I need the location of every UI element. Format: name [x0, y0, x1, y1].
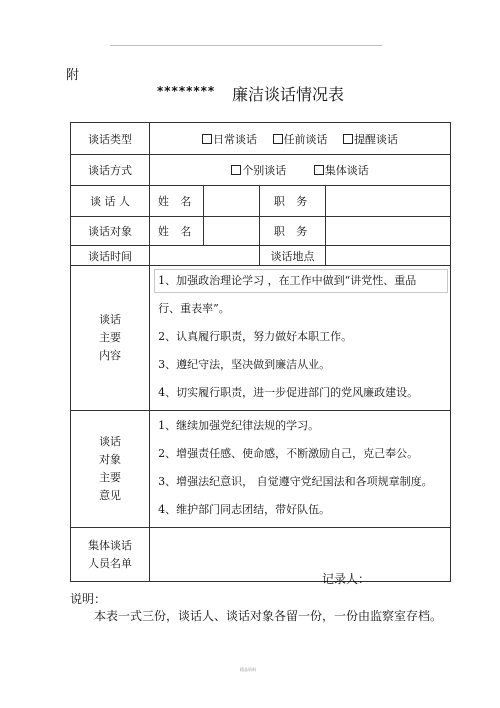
- label-target-name: 姓 名: [150, 217, 204, 246]
- talk-method-options: [150, 155, 451, 186]
- content-line: 3、遵纪守法，坚决做到廉洁从业。: [158, 358, 331, 371]
- option-daily[interactable]: 日常谈话: [202, 133, 257, 146]
- label-talk-method: 谈话方式: [71, 155, 150, 186]
- recorder-label: 记录人：: [322, 572, 371, 586]
- attachment-label: 附: [66, 68, 80, 83]
- label-place: 谈话地点: [260, 246, 326, 266]
- opinion-line: 4、维护部门同志团结，带好队伍。: [158, 503, 331, 516]
- speaker-name-field[interactable]: [204, 186, 260, 217]
- content-line: 行、重表率”。: [158, 302, 230, 315]
- label-opinion: 谈话 对象 主要 意见: [71, 411, 150, 528]
- option-individual[interactable]: 个别谈话: [231, 164, 286, 177]
- checkbox-icon[interactable]: [202, 134, 212, 144]
- label-target: 谈话对象: [71, 217, 150, 246]
- row-time: [71, 246, 451, 266]
- option-reminder[interactable]: 提醒谈话: [343, 133, 398, 146]
- place-field[interactable]: [326, 246, 451, 266]
- opinion-body[interactable]: [150, 411, 451, 528]
- target-name-field[interactable]: [204, 217, 260, 246]
- label-talk-type: 谈话类型: [71, 123, 150, 155]
- label-target-position: 职 务: [260, 217, 326, 246]
- checkbox-icon[interactable]: [273, 134, 283, 144]
- label-speaker-name: 姓 名: [150, 186, 204, 217]
- label-group-list: 集体谈话 人员名单: [71, 528, 150, 582]
- checkbox-icon[interactable]: [314, 165, 324, 175]
- time-field[interactable]: [150, 246, 260, 266]
- page-mark: 精品资料: [240, 667, 256, 672]
- note-text: 本表一式三份，谈话人、谈话对象各留一份，一份由监察室存档。: [94, 609, 443, 623]
- option-group[interactable]: 集体谈话: [314, 164, 369, 177]
- content-body[interactable]: [150, 266, 451, 411]
- option-pre-appointment[interactable]: 任前谈话: [273, 133, 328, 146]
- talk-record-table: [70, 122, 451, 582]
- opinion-line: 1、继续加强党纪律法规的学习。: [158, 419, 320, 432]
- target-position-field[interactable]: [326, 217, 451, 246]
- content-line: 2、认真履行职责，努力做好本职工作。: [158, 330, 353, 343]
- row-target: [71, 217, 451, 246]
- row-opinion: [71, 411, 451, 528]
- page-title: 廉洁谈话情况表: [232, 85, 345, 104]
- note-heading: 说明：: [70, 592, 107, 606]
- label-speaker: 谈 话 人: [71, 186, 150, 217]
- label-speaker-position: 职 务: [260, 186, 326, 217]
- checkbox-icon[interactable]: [231, 165, 241, 175]
- top-rule: [110, 45, 382, 46]
- content-line: 4、切实履行职责，进一步促进部门的党风廉政建设。: [158, 386, 419, 399]
- label-content: 谈话 主要 内容: [71, 266, 150, 411]
- content-line: 1、加强政治理论学习 ，在工作中做到“讲党性、重品: [158, 270, 444, 298]
- title-row: [0, 82, 500, 106]
- label-time: 谈话时间: [71, 246, 150, 266]
- redacted-stars: ********: [157, 84, 216, 98]
- row-content: [71, 266, 451, 411]
- opinion-line: 3、增强法纪意识， 自觉遵守党纪国法和各项规章制度。: [158, 475, 433, 488]
- talk-type-options: [150, 123, 451, 155]
- row-group-list: [71, 528, 451, 582]
- opinion-line: 2、增强责任感、使命感，不断激励自己，克己奉公。: [158, 447, 419, 460]
- row-talk-method: [71, 155, 451, 186]
- row-speaker: [71, 186, 451, 217]
- group-list-field[interactable]: [150, 528, 451, 582]
- row-talk-type: [71, 123, 451, 155]
- speaker-position-field[interactable]: [326, 186, 451, 217]
- checkbox-icon[interactable]: [343, 134, 353, 144]
